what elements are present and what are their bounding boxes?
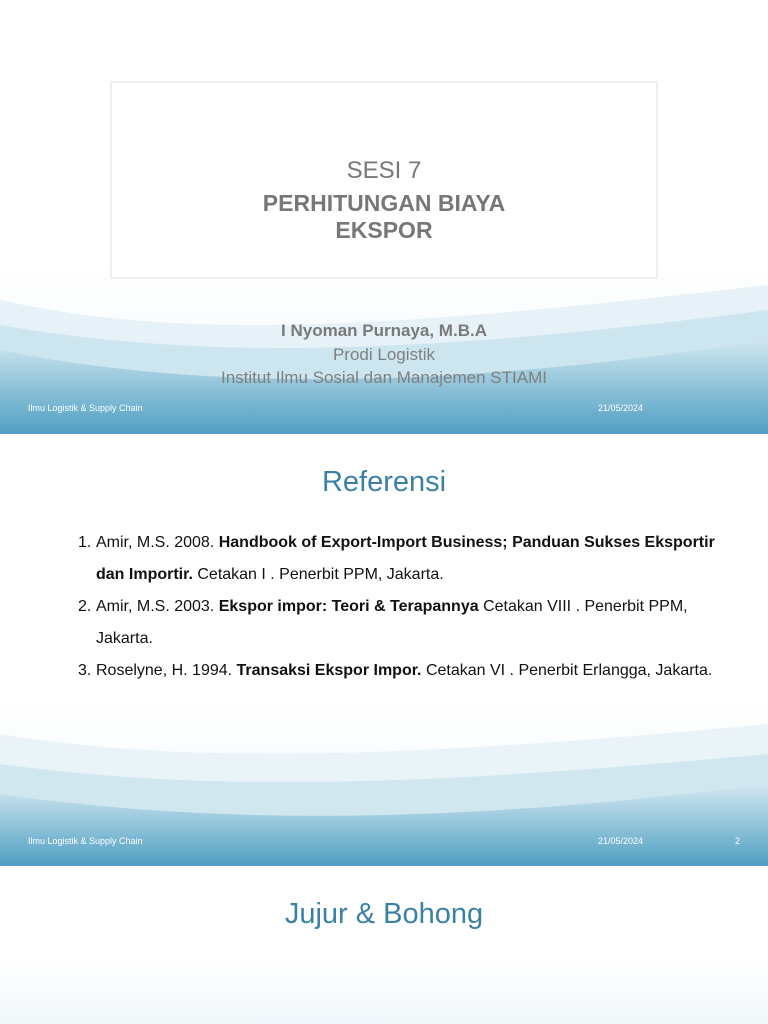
reference-author: Amir, M.S. 2008. bbox=[96, 534, 215, 551]
reference-list bbox=[78, 527, 718, 687]
list-item bbox=[78, 591, 718, 655]
reference-book-title: Handbook of Export-Import Business; Panduan Sukses Eksportir dan Importir. bbox=[96, 534, 715, 583]
reference-book-title: Transaksi Ekspor Impor. bbox=[236, 662, 422, 679]
reference-author: Roselyne, H. 1994. bbox=[96, 662, 233, 679]
footer-course: Ilmu Logistik & Supply Chain bbox=[28, 403, 143, 413]
reference-details: Cetakan VIII . Penerbit PPM, Jakarta. bbox=[96, 598, 688, 647]
reference-details: Cetakan VI . Penerbit Erlangga, Jakarta. bbox=[425, 662, 713, 679]
page-number: 2 bbox=[735, 836, 741, 846]
slide-1 bbox=[0, 0, 768, 434]
footer-date: 21/05/2024 bbox=[598, 836, 644, 846]
slide-title bbox=[0, 190, 768, 244]
title-line-2: EKSPOR bbox=[335, 217, 433, 243]
list-item bbox=[78, 655, 718, 687]
program-name: Prodi Logistik bbox=[332, 345, 436, 364]
list-item-number: 2. bbox=[78, 598, 92, 615]
footer-date: 21/05/2024 bbox=[598, 403, 644, 413]
session-label: SESI 7 bbox=[346, 157, 422, 184]
title-line-1: PERHITUNGAN BIAYA bbox=[262, 190, 506, 216]
footer-course: Ilmu Logistik & Supply Chain bbox=[28, 836, 143, 846]
list-item bbox=[78, 527, 718, 591]
slide-title: Jujur & Bohong bbox=[284, 898, 484, 930]
institution-name: Institut Ilmu Sosial dan Manajemen STIAMI bbox=[221, 368, 547, 387]
reference-details: Cetakan I . Penerbit PPM, Jakarta. bbox=[197, 566, 444, 583]
reference-author: Amir, M.S. 2003. bbox=[96, 598, 215, 615]
slide-title: Referensi bbox=[321, 466, 447, 498]
slide-3 bbox=[0, 866, 768, 1024]
slide-2 bbox=[0, 434, 768, 866]
reference-book-title: Ekspor impor: Teori & Terapannya bbox=[218, 598, 479, 615]
slide-background bbox=[0, 866, 768, 1024]
list-item-number: 1. bbox=[78, 534, 92, 551]
list-item-number: 3. bbox=[78, 662, 92, 679]
author-name: I Nyoman Purnaya, M.B.A bbox=[281, 321, 487, 340]
